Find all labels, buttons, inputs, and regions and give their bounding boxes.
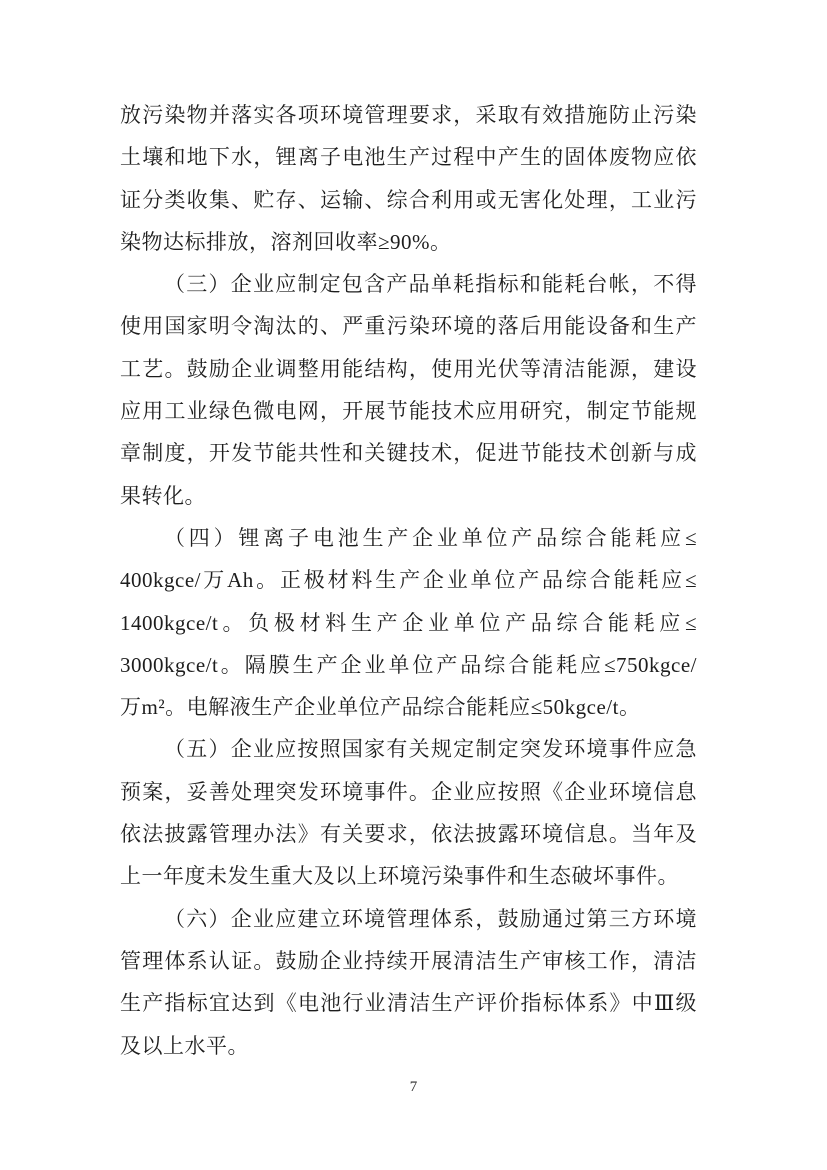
page-number: 7	[409, 1079, 418, 1095]
document-body	[120, 94, 697, 1067]
text-line: （五）企业应按照国家有关规定制定突发环境事件应急	[164, 737, 697, 762]
text-line: 放污染物并落实各项环境管理要求，采取有效措施防止污染	[120, 103, 697, 127]
paragraph-item-6	[120, 898, 697, 1067]
text-line: 土壤和地下水，锂离子电池生产过程中产生的固体废物应依	[120, 145, 697, 170]
text-line: 工艺。鼓励企业调整用能结构，使用光伏等清洁能源，建设	[120, 356, 697, 381]
text-line: 章制度，开发节能共性和关键技术，促进节能技术创新与成	[120, 441, 697, 466]
text-line: （三）企业应制定包含产品单耗指标和能耗台帐，不得	[164, 272, 697, 297]
text-line: 证分类收集、贮存、运输、综合利用或无害化处理，工业污	[120, 187, 697, 212]
paragraph-item-5	[120, 728, 697, 897]
text-line: 染物达标排放，溶剂回收率≥90%。	[120, 229, 452, 254]
paragraph-item-4	[120, 517, 697, 728]
text-line: 预案，妥善处理突发环境事件。企业应按照《企业环境信息	[120, 779, 697, 804]
text-line: 上一年度未发生重大及以上环境污染事件和生态破坏事件。	[120, 864, 679, 889]
text-line: （六）企业应建立环境管理体系，鼓励通过第三方环境	[164, 906, 697, 931]
text-line: 应用工业绿色微电网，开展节能技术应用研究，制定节能规	[120, 399, 697, 424]
paragraph-item-3	[120, 263, 697, 517]
text-line: 依法披露管理办法》有关要求，依法披露环境信息。当年及	[120, 822, 697, 847]
text-line: 万m²。电解液生产企业单位产品综合能耗应≤50kgce/t。	[120, 695, 641, 720]
text-line: 果转化。	[120, 483, 206, 508]
text-line: （四）锂离子电池生产企业单位产品综合能耗应≤	[164, 525, 697, 550]
paragraph-continuation	[120, 94, 697, 263]
text-line: 1400kgce/t。负极材料生产企业单位产品综合能耗应≤	[120, 610, 697, 635]
text-line: 及以上水平。	[120, 1033, 249, 1058]
text-line: 400kgce/万Ah。正极材料生产企业单位产品综合能耗应≤	[120, 568, 697, 593]
page-footer	[0, 1078, 827, 1096]
text-line: 生产指标宜达到《电池行业清洁生产评价指标体系》中Ⅲ级	[120, 991, 697, 1016]
text-line: 使用国家明令淘汰的、严重污染环境的落后用能设备和生产	[120, 314, 697, 339]
text-line: 3000kgce/t。隔膜生产企业单位产品综合能耗应≤750kgce/	[120, 652, 697, 677]
text-line: 管理体系认证。鼓励企业持续开展清洁生产审核工作，清洁	[120, 948, 697, 973]
